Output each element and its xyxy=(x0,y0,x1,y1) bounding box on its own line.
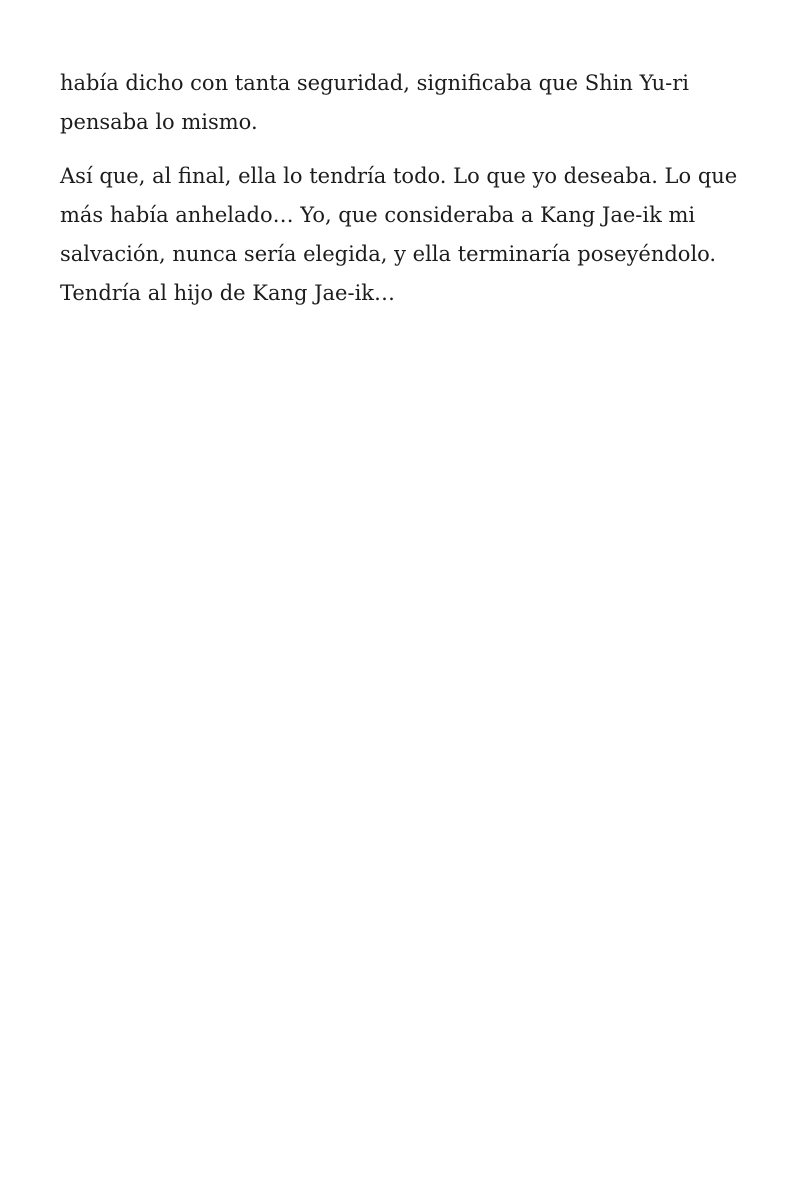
page-text-body xyxy=(60,64,750,328)
paragraph: Así que, al final, ella lo tendría todo. Lo que yo deseaba. Lo que más había anhelado… Yo, que consideraba a Kang Jae-ik mi salvación, nunca sería elegida, y ella terminaría poseyéndolo. Tendría al hijo de Kang Jae-ik… xyxy=(60,164,738,305)
paragraph: había dicho con tanta seguridad, significaba que Shin Yu-ri pensaba lo mismo. xyxy=(60,71,689,134)
